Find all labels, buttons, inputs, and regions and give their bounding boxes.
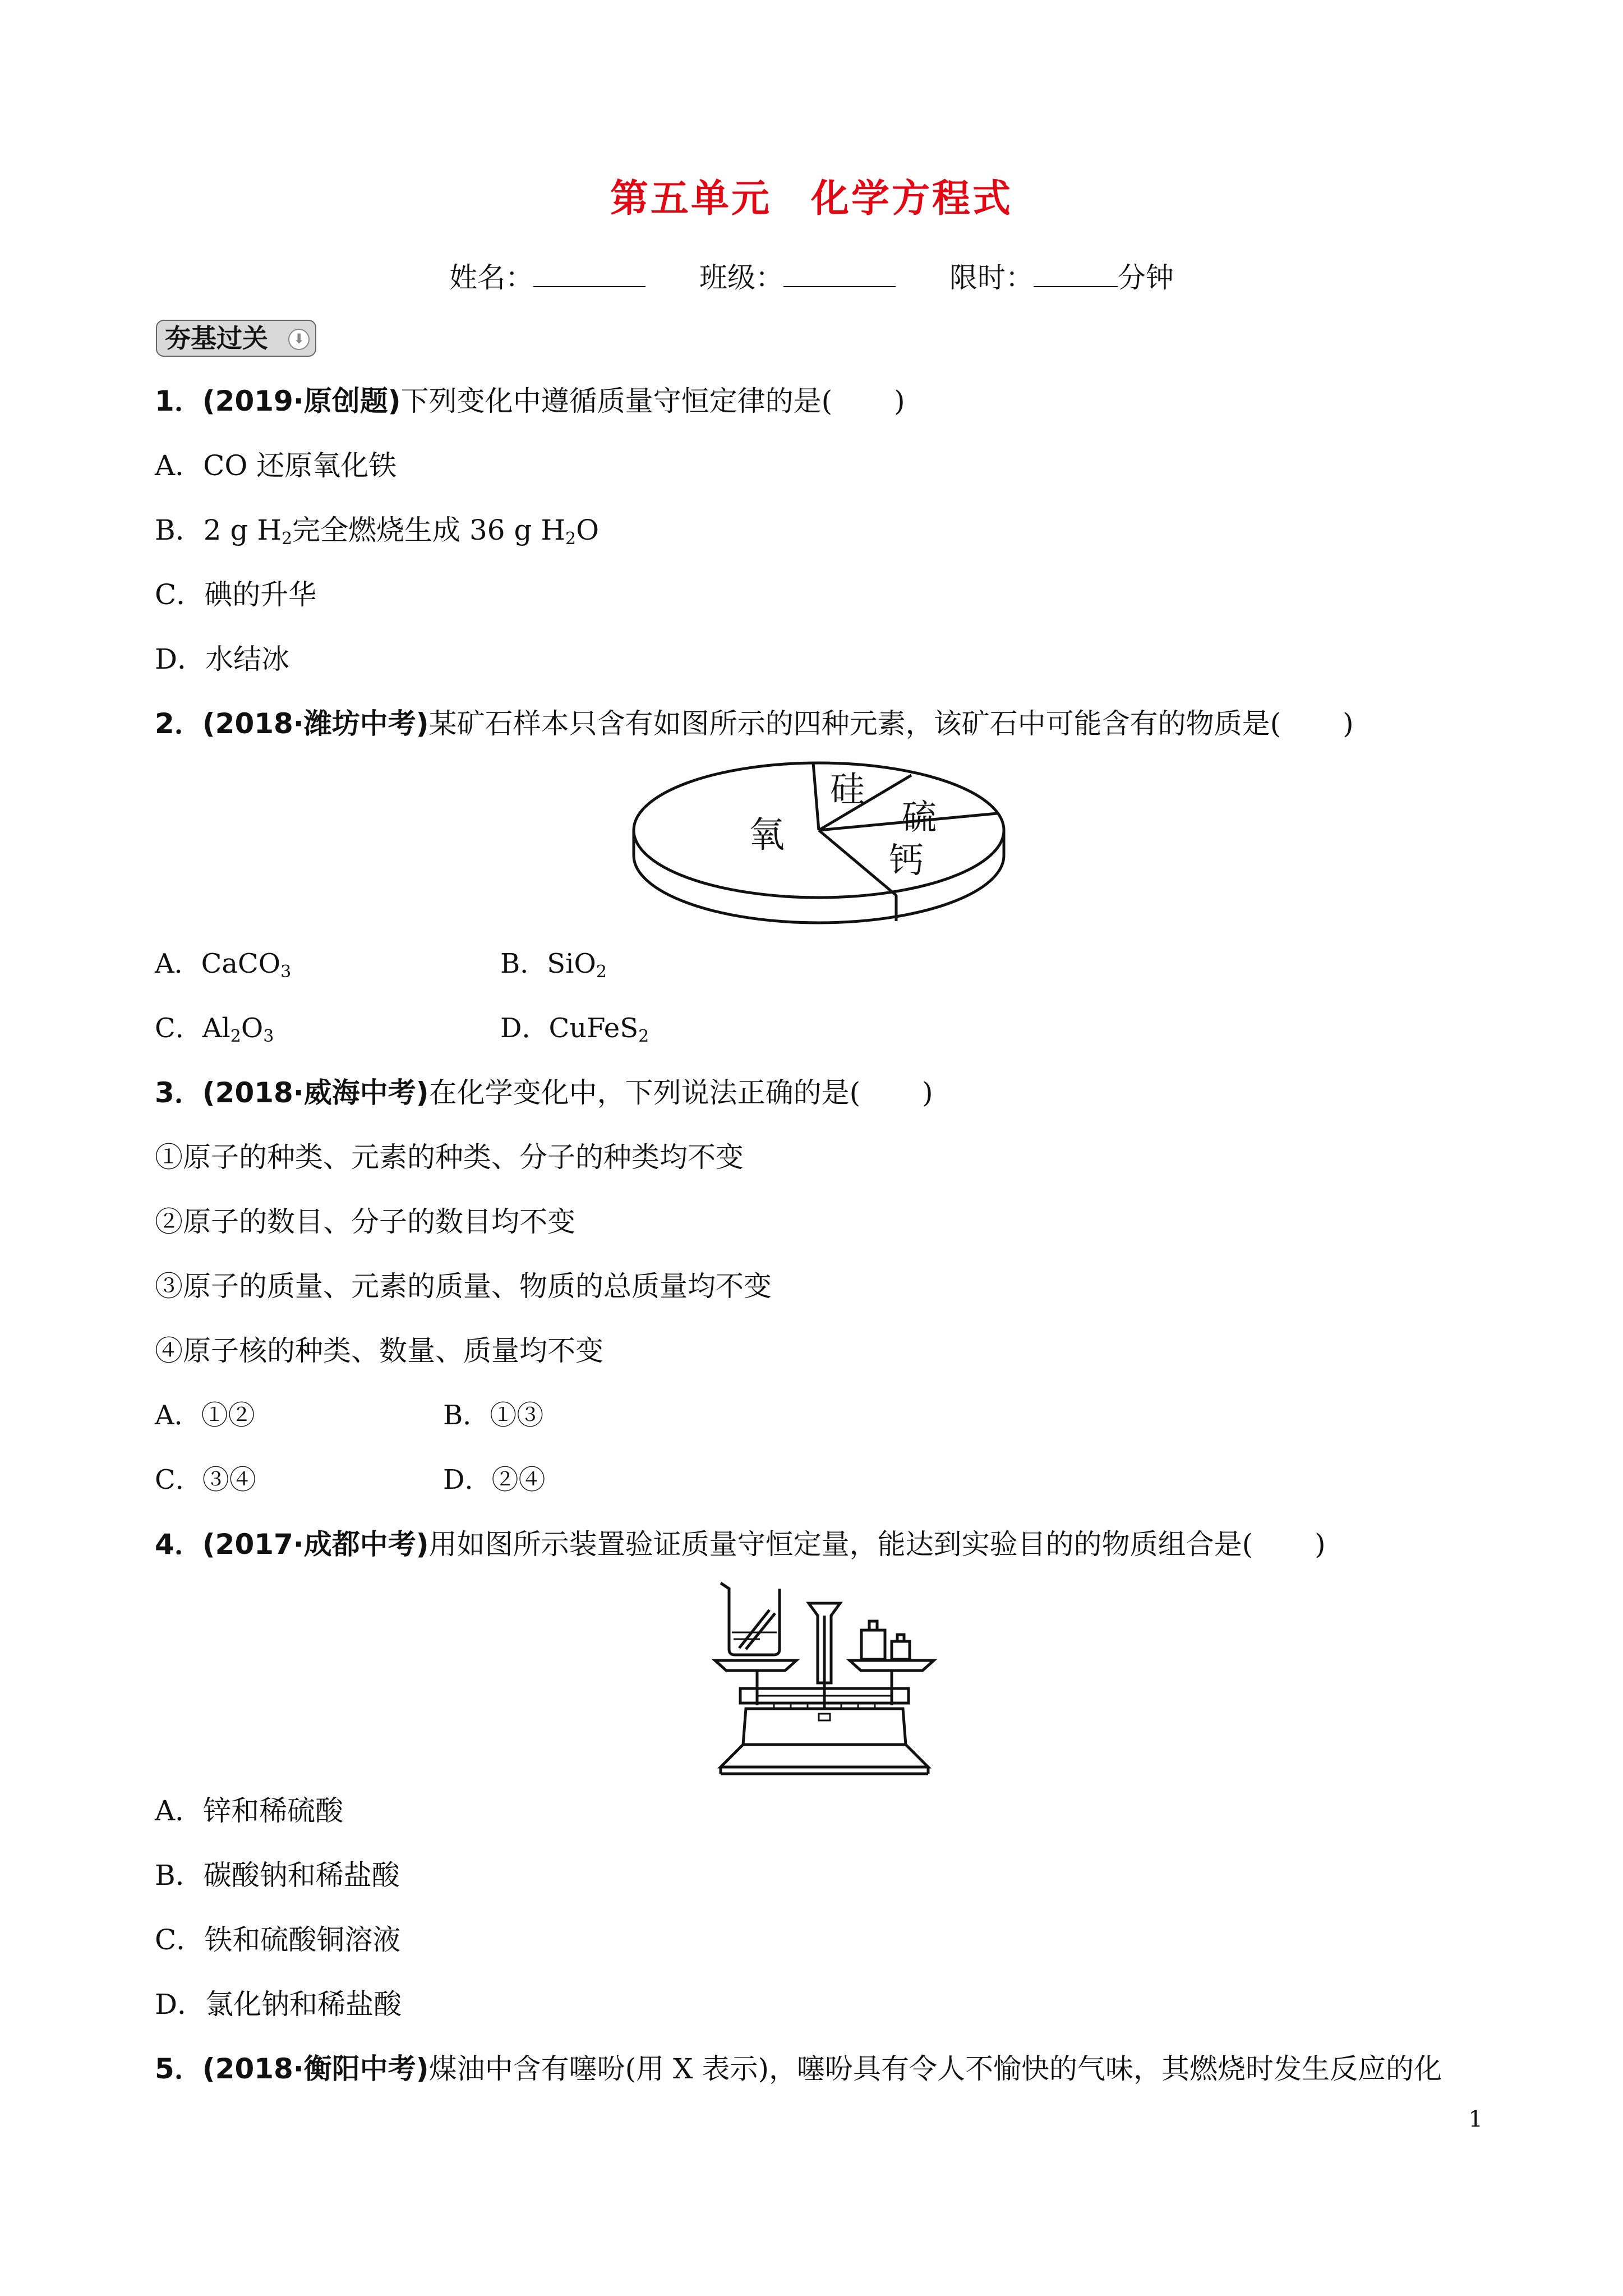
section-tag — [156, 320, 316, 357]
class-label: 班级： — [699, 261, 783, 294]
q5-stem: 5．(2018·衡阳中考)煤油中含有噻吩(用 X 表示)，噻吩具有令人不愉快的气味，其燃烧时发生反应的化 — [155, 2053, 1442, 2085]
q1-stem: 1．(2019·原创题)下列变化中遵循质量守恒定律的是( ) — [155, 385, 905, 417]
pie-label-silicon: 硅 — [830, 769, 865, 809]
page-title — [0, 168, 1623, 223]
time-label: 限时： — [949, 261, 1034, 294]
q3-option-a[interactable]: A．①② — [155, 1400, 255, 1431]
pie-label-oxygen: 氧 — [749, 815, 785, 856]
class-blank[interactable] — [783, 264, 896, 287]
time-unit: 分钟 — [1117, 261, 1174, 294]
section-label: 夯基过关 — [165, 323, 268, 353]
q1-option-b[interactable]: B．2 g $H_2$完全燃烧生成 36 g $H_2O$ — [155, 514, 600, 549]
q4-source: (2017·成都中考) — [202, 1528, 429, 1561]
q3-option-b[interactable]: B．①③ — [443, 1400, 544, 1431]
q2-option-c[interactable]: C．$Al_2O_3$ — [155, 1013, 274, 1046]
q3-statement-2: ②原子的数目、分子的数目均不变 — [155, 1205, 575, 1238]
title-unit: 第五单元 — [610, 177, 772, 221]
balance-apparatus-illustration — [707, 1576, 942, 1784]
element-pie-chart — [628, 757, 1009, 937]
q3-stem: 3．(2018·威海中考)在化学变化中，下列说法正确的是( ) — [155, 1076, 933, 1109]
q3-option-c[interactable]: C．③④ — [155, 1464, 256, 1496]
q4-option-c[interactable]: C．铁和硫酸铜溶液 — [155, 1924, 401, 1956]
student-info-row — [0, 255, 1623, 296]
q3-source: (2018·威海中考) — [202, 1076, 429, 1109]
q1-option-d[interactable]: D．水结冰 — [155, 643, 290, 675]
q4-option-b[interactable]: B．碳酸钠和稀盐酸 — [155, 1859, 400, 1892]
q2-option-a[interactable]: A．CaCO$_3$ — [155, 948, 292, 982]
q1-source: (2019·原创题) — [202, 385, 401, 417]
down-arrow-icon: ⬇ — [288, 329, 310, 350]
q2-stem: 2．(2018·潍坊中考)某矿石样本只含有如图所示的四种元素，该矿石中可能含有的物质是( ) — [155, 707, 1354, 740]
pie-label-calcium: 钙 — [889, 840, 924, 881]
q2-source: (2018·潍坊中考) — [202, 707, 429, 740]
name-blank[interactable] — [533, 264, 645, 287]
q2-option-d[interactable]: D．CuFeS$_2$ — [500, 1013, 649, 1046]
pie-label-sulfur: 硫 — [902, 797, 937, 838]
q3-statement-4: ④原子核的种类、数量、质量均不变 — [155, 1335, 603, 1367]
q5-source: (2018·衡阳中考) — [202, 2053, 429, 2085]
q3-option-d[interactable]: D．②④ — [443, 1464, 546, 1496]
title-topic: 化学方程式 — [811, 177, 1013, 221]
q4-option-a[interactable]: A．锌和稀硫酸 — [155, 1795, 344, 1827]
q1-option-a[interactable]: A．CO 还原氧化铁 — [155, 449, 397, 482]
q1-option-c[interactable]: C．碘的升华 — [155, 578, 317, 611]
q4-stem: 4．(2017·成都中考)用如图所示装置验证质量守恒定量，能达到实验目的的物质组合是( ) — [155, 1528, 1326, 1561]
page-number: 1 — [1468, 2106, 1483, 2132]
q4-option-d[interactable]: D．氯化钠和稀盐酸 — [155, 1988, 402, 2021]
time-blank[interactable] — [1034, 264, 1118, 287]
q3-statement-1: ①原子的种类、元素的种类、分子的种类均不变 — [155, 1141, 744, 1174]
name-label: 姓名： — [449, 261, 534, 294]
q3-statement-3: ③原子的质量、元素的质量、物质的总质量均不变 — [155, 1270, 772, 1303]
q2-option-b[interactable]: B．SiO$_2$ — [500, 948, 607, 982]
